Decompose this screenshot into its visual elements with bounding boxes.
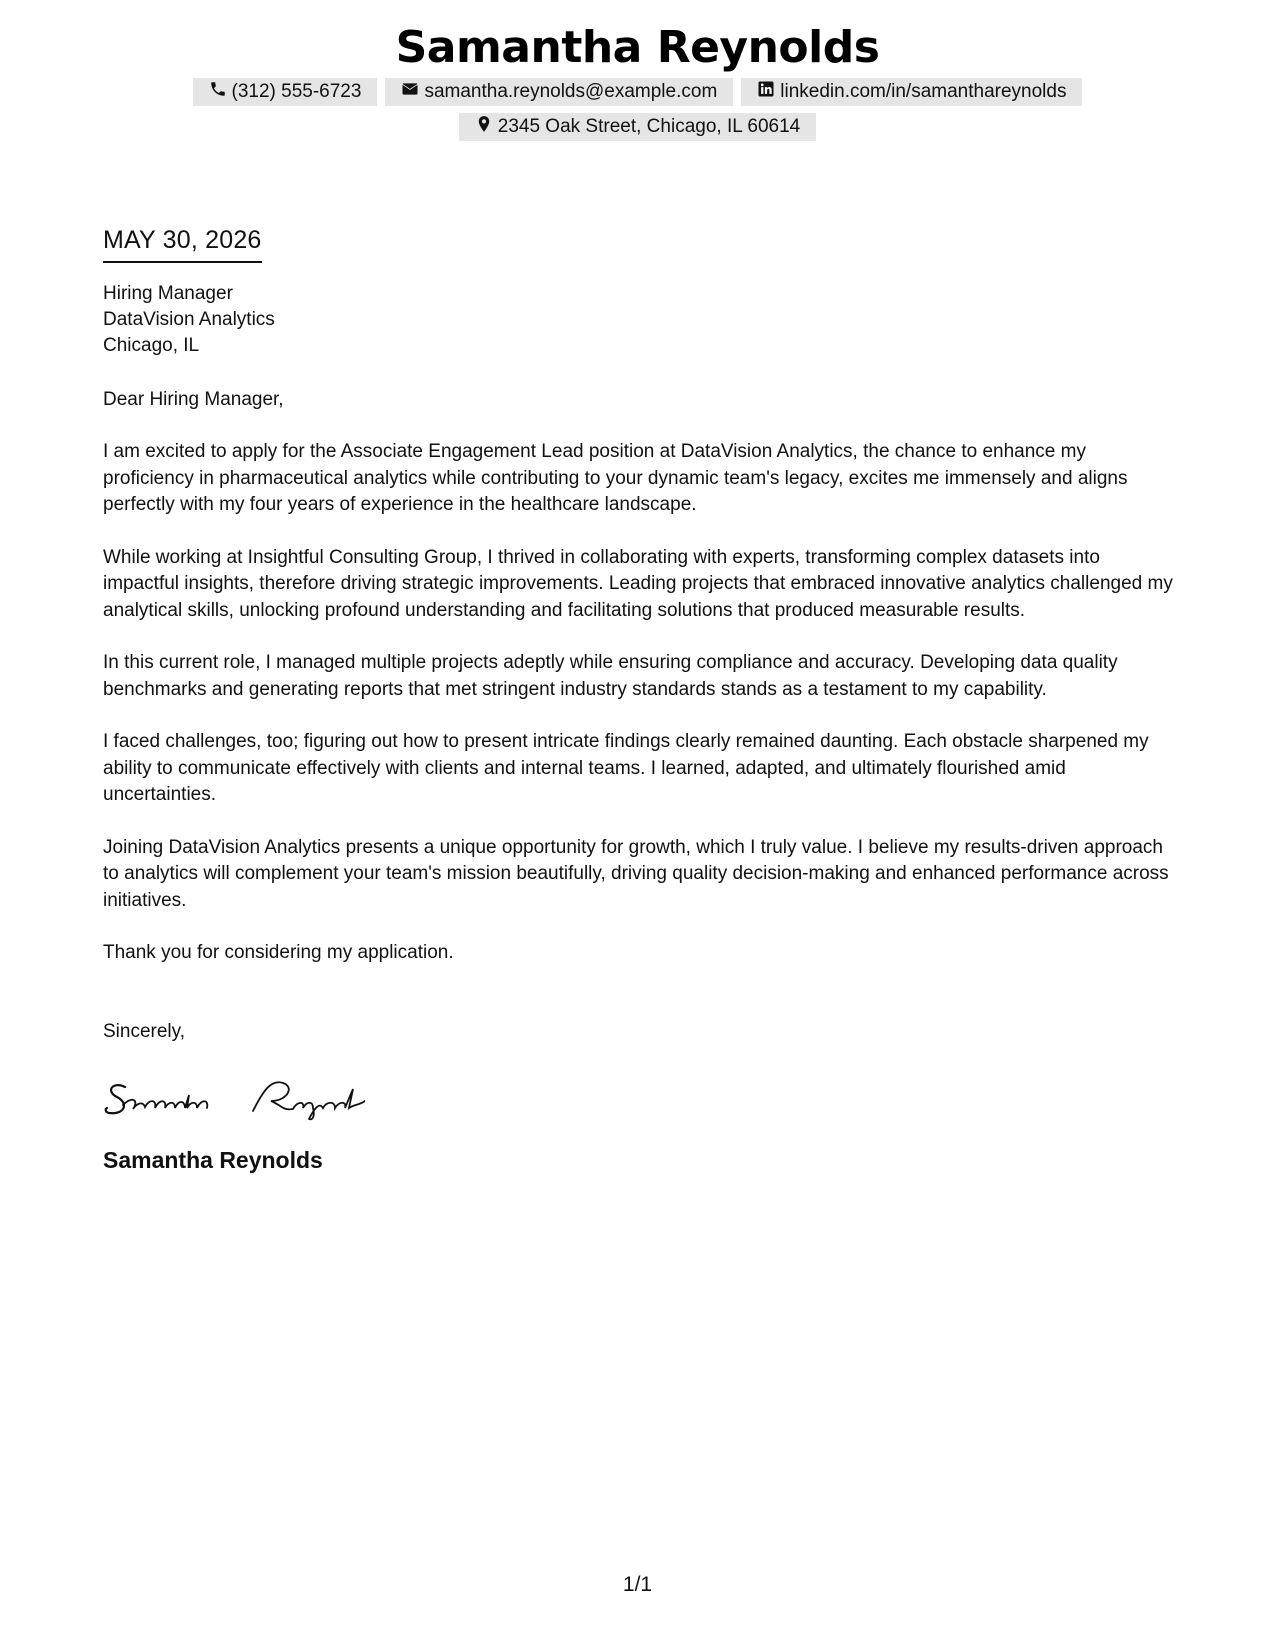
contact-phone[interactable] — [193, 78, 378, 106]
map-marker-icon — [475, 115, 493, 139]
phone-icon — [209, 80, 227, 104]
body-paragraph: I faced challenges, too; figuring out how to present intricate findings clearly remained daunting. Each obstacle sharpened my ability to communicate effectively with clients and internal teams. I learned, adapted, and ultimately flourished amid uncertainties. — [103, 731, 1149, 805]
salutation: Dear Hiring Manager, — [103, 389, 284, 410]
handwritten-signature — [103, 1071, 365, 1121]
letter-body — [103, 226, 1178, 1174]
email-text: samantha.reynolds@example.com — [424, 81, 718, 102]
body-paragraph: I am excited to apply for the Associate Engagement Lead position at DataVision Analytics, the chance to enhance my proficiency in pharmaceutical analytics while contributing to your dynamic team's legacy, excites me immensely and aligns perfectly with my four years of experience in the healthcare landscape. — [103, 441, 1128, 515]
recipient-block — [103, 281, 1178, 359]
contact-address — [459, 113, 816, 141]
contact-email[interactable] — [385, 78, 733, 106]
applicant-name: Samantha Reynolds — [395, 22, 880, 73]
page-number: 1/1 — [622, 1573, 653, 1596]
closing: Sincerely, — [103, 1020, 186, 1042]
body-paragraph: Joining DataVision Analytics presents a unique opportunity for growth, which I truly value. I believe my results-driven approach to analytics will complement your team's mission beautifully, driving quality decision-making and enhanced performance across initiatives. — [103, 836, 1169, 911]
contact-row-secondary — [0, 113, 1275, 141]
linkedin-text: linkedin.com/in/samanthareynolds — [780, 81, 1067, 102]
recipient-company: DataVision Analytics — [103, 309, 275, 330]
envelope-icon — [401, 80, 419, 104]
contact-row-primary — [0, 78, 1275, 106]
linkedin-icon — [757, 80, 775, 104]
letter-header — [0, 18, 1275, 141]
recipient-title: Hiring Manager — [103, 283, 233, 304]
phone-text: (312) 555-6723 — [231, 81, 362, 102]
letter-date: MAY 30, 2026 — [103, 226, 262, 263]
recipient-location: Chicago, IL — [103, 335, 200, 356]
contact-linkedin[interactable] — [741, 78, 1082, 106]
body-paragraph: In this current role, I managed multiple projects adeptly while ensuring compliance and accuracy. Developing data quality benchmarks and generating reports that met stringent industry standards stands as a testament to my capability. — [103, 652, 1118, 700]
signed-name: Samantha Reynolds — [103, 1146, 323, 1173]
body-paragraph: Thank you for considering my application. — [103, 942, 454, 963]
body-paragraph: While working at Insightful Consulting Group, I thrived in collaborating with experts, transforming complex datasets into impactful insights, therefore driving strategic improvements. Leading projects that embraced innovative analytics challenged my analytical skills, unlocking profound understanding and facilitating solutions that produced measurable results. — [103, 546, 1173, 621]
address-text: 2345 Oak Street, Chicago, IL 60614 — [497, 116, 801, 137]
